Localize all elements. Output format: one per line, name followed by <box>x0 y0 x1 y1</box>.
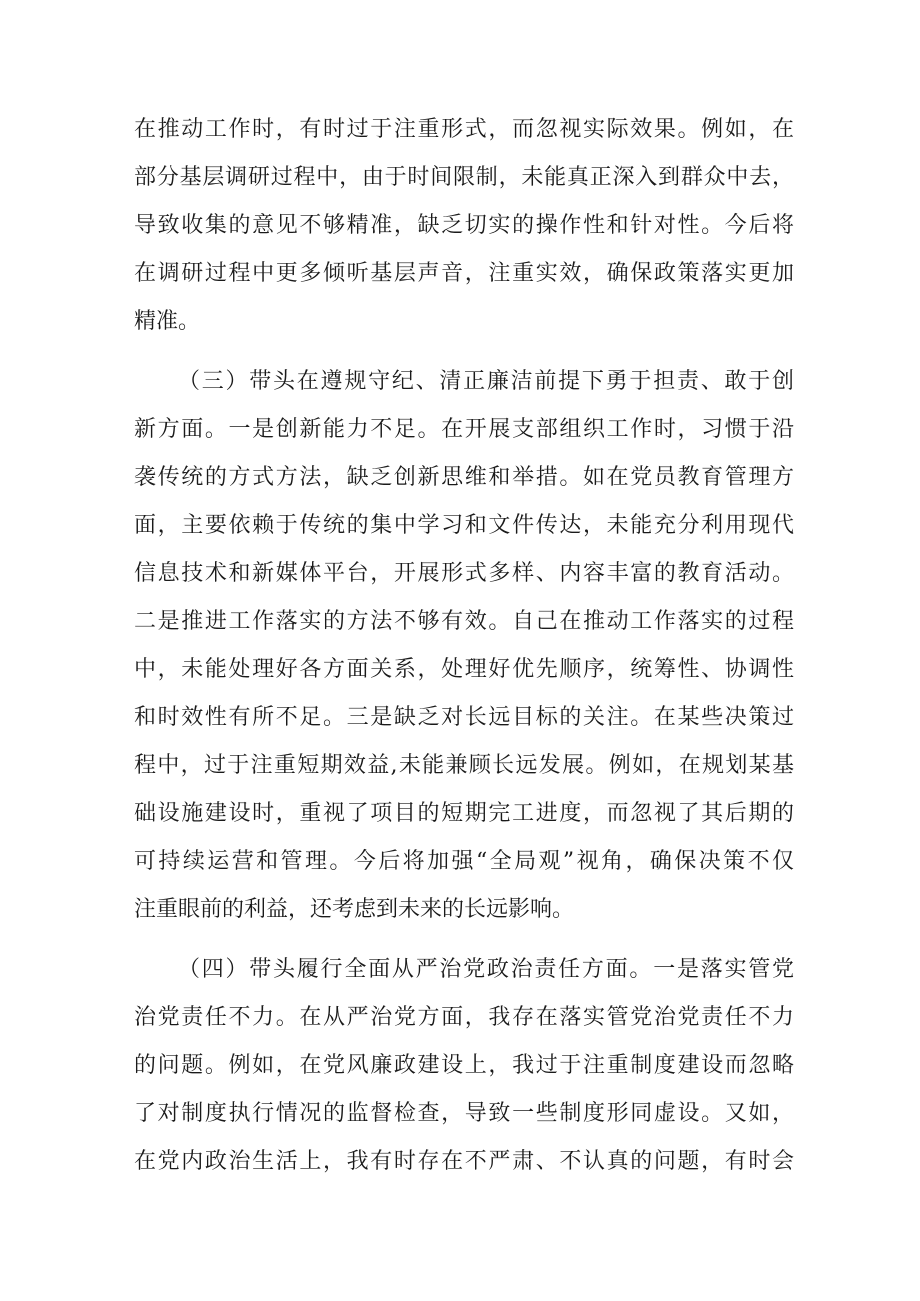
text-line: 部分基层调研过程中，由于时间限制，未能真正深入到群众中去， <box>134 165 794 190</box>
text-line: 在调研过程中更多倾听基层声音，注重实效，确保政策落实更加 <box>134 261 794 286</box>
text-line: 信息技术和新媒体平台，开展形式多样、内容丰富的教育活动。 <box>134 561 794 586</box>
text-line: 中，未能处理好各方面关系，处理好优先顺序，统筹性、协调性 <box>134 657 794 682</box>
section-heading-line: （四）带头履行全面从严治党政治责任方面。一是落实管党 <box>178 957 794 982</box>
text-line: 在推动工作时，有时过于注重形式，而忽视实际效果。例如，在 <box>134 117 794 142</box>
section-heading-line: （三）带头在遵规守纪、清正廉洁前提下勇于担责、敢于创 <box>178 369 794 394</box>
text-line: 精准。 <box>134 309 201 334</box>
text-line: 了对制度执行情况的监督检查，导致一些制度形同虚设。又如， <box>134 1101 794 1126</box>
text-line: 和时效性有所不足。三是缺乏对长远目标的关注。在某些决策过 <box>134 705 794 730</box>
text-line: 可持续运营和管理。今后将加强“全局观”视角，确保决策不仅 <box>134 849 794 874</box>
text-line: 导致收集的意见不够精准，缺乏切实的操作性和针对性。今后将 <box>134 213 794 238</box>
text-line: 新方面。一是创新能力不足。在开展支部组织工作时，习惯于沿 <box>134 417 794 442</box>
text-line: 面，主要依赖于传统的集中学习和文件传达，未能充分利用现代 <box>134 513 794 538</box>
text-line: 袭传统的方式方法，缺乏创新思维和举措。如在党员教育管理方 <box>134 465 794 490</box>
text-line: 注重眼前的利益，还考虑到未来的长远影响。 <box>134 897 575 922</box>
text-line: 程中，过于注重短期效益,未能兼顾长远发展。例如，在规划某基 <box>134 753 794 778</box>
text-line: 础设施建设时，重视了项目的短期完工进度，而忽视了其后期的 <box>134 801 794 826</box>
text-line: 治党责任不力。在从严治党方面，我存在落实管党治党责任不力 <box>134 1005 794 1030</box>
text-line: 在党内政治生活上，我有时存在不严肃、不认真的问题，有时会 <box>134 1149 794 1174</box>
text-line: 二是推进工作落实的方法不够有效。自己在推动工作落实的过程 <box>134 609 794 634</box>
text-line: 的问题。例如，在党风廉政建设上，我过于注重制度建设而忽略 <box>134 1053 794 1078</box>
